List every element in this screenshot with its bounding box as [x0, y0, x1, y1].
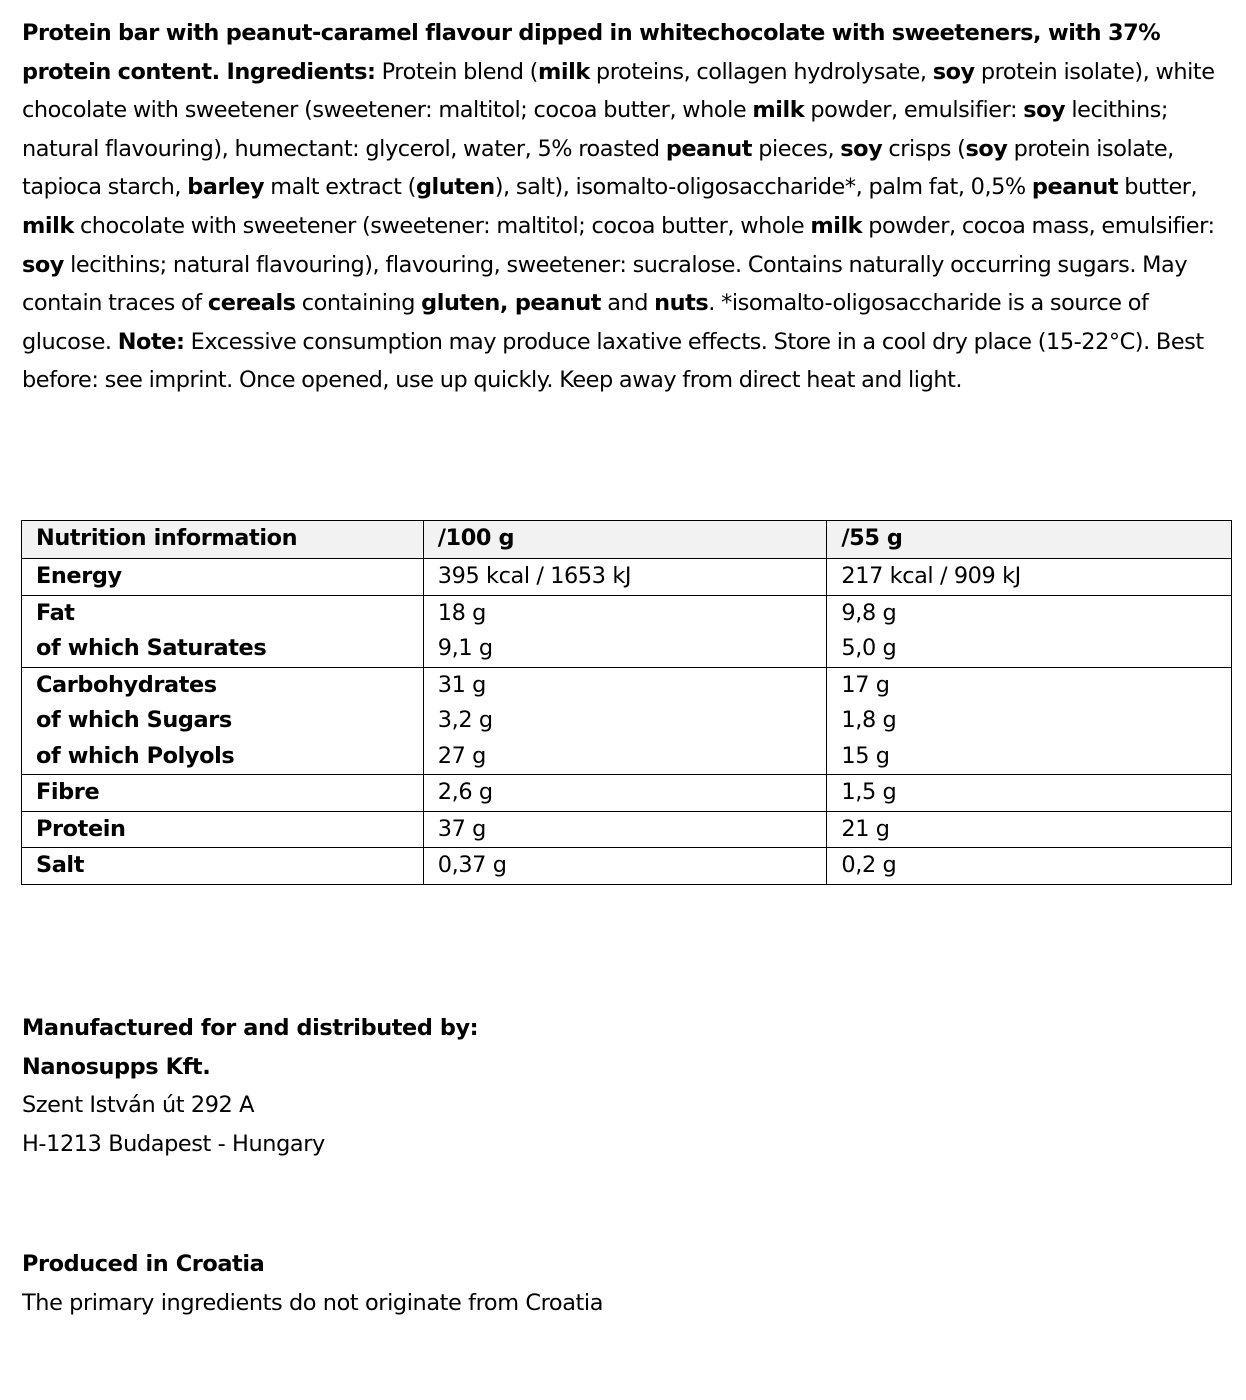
ingredient-bold-segment: Note: [117, 328, 185, 355]
value-per100: 18 g [437, 599, 486, 626]
nutrition-header-per100: /100 g [423, 521, 827, 559]
ingredient-bold-segment: soy [840, 135, 883, 162]
nutrition-row [22, 848, 1232, 885]
ingredient-segment: containing [295, 290, 422, 317]
ingredient-segment: protein isolate), white chocolate with sweetener (sweetener: maltitol; cocoa butter, whole [22, 58, 1215, 124]
value-per100: 27 g [437, 742, 486, 769]
value-per55: 15 g [841, 742, 890, 769]
nutrition-cell-value-per55 [827, 811, 1232, 848]
value-per100: 31 g [437, 671, 486, 698]
ingredient-bold-segment: peanut [1031, 174, 1119, 201]
ingredient-bold-segment: soy [1023, 97, 1066, 124]
ingredient-segment: proteins, collagen hydrolysate, [589, 58, 933, 85]
ingredient-bold-segment: milk [752, 97, 805, 124]
value-per100: 9,1 g [437, 635, 493, 661]
value-per55: 17 g [841, 671, 890, 698]
value-per55: 1,8 g [841, 707, 897, 733]
nutrient-label: Fibre [36, 779, 100, 805]
ingredient-segment: malt extract ( [264, 174, 416, 201]
value-per55: 217 kcal / 909 kJ [841, 563, 1021, 589]
value-per55: 1,5 g [841, 779, 897, 805]
value-per100: 37 g [437, 815, 486, 842]
ingredient-bold-segment: peanut [665, 135, 753, 162]
ingredient-bold-segment: soy [965, 135, 1008, 162]
ingredient-bold-segment: cereals [207, 290, 296, 317]
nutrition-header-label: Nutrition information [22, 521, 424, 559]
nutrient-label: Protein [36, 815, 126, 842]
nutrition-cell-value-per55 [827, 595, 1232, 667]
nutrition-cell-nutrient-label [22, 775, 424, 812]
nutrition-row [22, 559, 1232, 596]
value-per55: 21 g [841, 815, 890, 842]
value-per55: 9,8 g [841, 599, 897, 626]
ingredient-bold-segment: barley [187, 174, 265, 201]
ingredient-segment: pieces, [752, 135, 841, 162]
ingredient-segment: powder, cocoa mass, emulsifier: [862, 212, 1215, 239]
ingredient-bold-segment: nuts [654, 290, 709, 317]
value-per55: 0,2 g [841, 852, 897, 878]
ingredient-segment: lecithins; natural flavouring), flavouring, sweetener: sucralose. Contains naturally occurring sugars. May contain traces of [22, 251, 1188, 317]
value-per100: 2,6 g [437, 779, 493, 805]
manufacturer-block [22, 1009, 478, 1164]
nutrition-cell-value-per100 [423, 667, 827, 775]
nutrition-cell-value-per100 [423, 595, 827, 667]
value-per100: 3,2 g [437, 707, 493, 733]
nutrition-row [22, 811, 1232, 848]
manufacturer-heading: Manufactured for and distributed by: [22, 1015, 479, 1041]
ingredient-segment: lecithins; natural flavouring), humectant: glycerol, water, 5% roasted [22, 97, 1168, 162]
ingredient-segment: butter, [1118, 174, 1198, 201]
nutrition-cell-nutrient-label [22, 667, 424, 775]
nutrient-label: of which Sugars [36, 707, 232, 733]
ingredient-bold-segment: milk [22, 212, 74, 239]
ingredient-bold-segment: gluten [415, 174, 495, 201]
nutrition-cell-nutrient-label [22, 595, 424, 667]
ingredient-segment: crisps ( [882, 135, 966, 162]
nutrition-cell-value-per55 [827, 848, 1232, 885]
origin-block [22, 1245, 603, 1322]
nutrient-label: Salt [36, 852, 85, 878]
nutrition-cell-nutrient-label [22, 848, 424, 885]
manufacturer-city: H-1213 Budapest - Hungary [22, 1131, 325, 1158]
nutrient-label: Fat [36, 599, 75, 626]
nutrition-row [22, 667, 1232, 775]
nutrition-cell-value-per55 [827, 775, 1232, 812]
ingredient-segment: Protein blend ( [375, 58, 538, 85]
manufacturer-company: Nanosupps Kft. [22, 1053, 211, 1080]
nutrient-label: Energy [36, 563, 122, 589]
nutrition-cell-value-per55 [827, 667, 1232, 775]
origin-note: The primary ingredients do not originate from Croatia [22, 1289, 604, 1316]
ingredient-bold-segment: gluten, peanut [421, 290, 602, 317]
nutrition-header-row [22, 521, 1232, 559]
nutrition-cell-nutrient-label [22, 811, 424, 848]
ingredients-text [22, 14, 1234, 400]
nutrition-header-per55: /55 g [827, 521, 1232, 559]
value-per100: 0,37 g [437, 852, 507, 878]
ingredient-bold-segment: Protein bar with peanut-caramel flavour dipped in whitechocolate with sweeteners, with 37% protein content. Ingredients: [22, 20, 1161, 85]
nutrient-label: of which Saturates [36, 635, 267, 661]
nutrition-cell-value-per100 [423, 848, 827, 885]
nutrition-row [22, 775, 1232, 812]
ingredient-segment: chocolate with sweetener (sweetener: maltitol; cocoa butter, whole [73, 212, 811, 239]
ingredient-segment: powder, emulsifier: [804, 97, 1024, 124]
ingredient-bold-segment: milk [537, 58, 590, 85]
ingredient-segment: . *isomalto-oligosaccharide is a source of glucose. [22, 290, 1149, 355]
value-per55: 5,0 g [841, 635, 897, 661]
ingredient-bold-segment: milk [810, 212, 863, 239]
manufacturer-street: Szent István út 292 A [22, 1092, 255, 1119]
nutrition-cell-nutrient-label [22, 559, 424, 596]
ingredient-segment: ), salt), isomalto-oligosaccharide*, palm fat, 0,5% [494, 174, 1032, 201]
nutrition-cell-value-per55 [827, 559, 1232, 596]
nutrition-cell-value-per100 [423, 775, 827, 812]
nutrition-row [22, 595, 1232, 667]
ingredient-segment: protein isolate, tapioca starch, [22, 135, 1174, 201]
value-per100: 395 kcal / 1653 kJ [437, 563, 632, 589]
ingredient-segment: Excessive consumption may produce laxative effects. Store in a cool dry place (15-22°C). Best before: see imprint. Once opened, use up quickly. Keep away from direct heat and light. [22, 328, 1204, 394]
ingredient-bold-segment: soy [932, 58, 975, 85]
origin-heading: Produced in Croatia [22, 1251, 265, 1277]
nutrition-cell-value-per100 [423, 559, 827, 596]
nutrition-table [21, 520, 1232, 885]
nutrition-cell-value-per100 [423, 811, 827, 848]
ingredient-segment: and [601, 290, 655, 317]
nutrient-label: of which Polyols [36, 742, 235, 769]
ingredient-bold-segment: soy [22, 251, 64, 278]
nutrient-label: Carbohydrates [36, 671, 217, 698]
